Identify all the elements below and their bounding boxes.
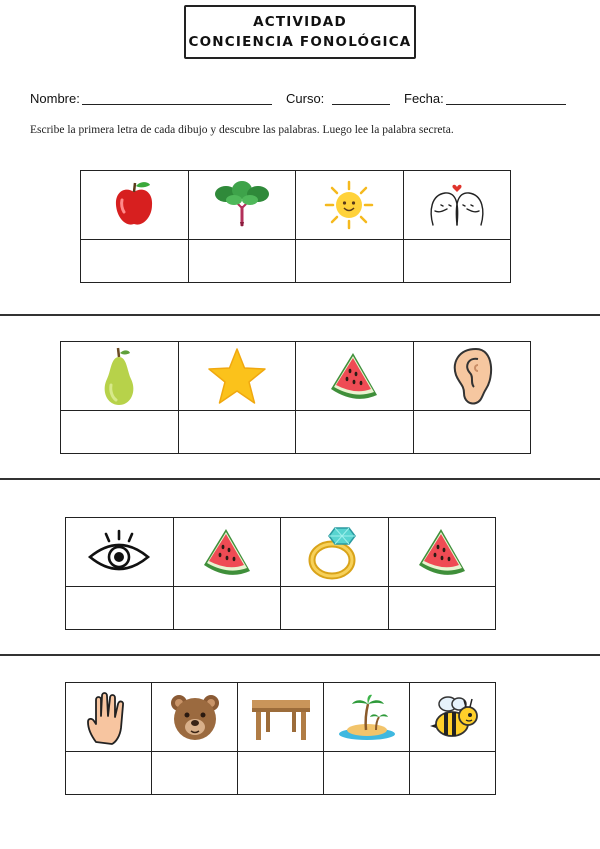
answer-box[interactable] bbox=[388, 587, 496, 630]
picture-cell bbox=[152, 683, 238, 752]
answer-box[interactable] bbox=[81, 240, 189, 283]
picture-cell bbox=[413, 342, 531, 411]
word-table-2 bbox=[60, 341, 531, 454]
picture-cell bbox=[173, 518, 281, 587]
island-icon bbox=[336, 692, 398, 742]
bear-icon bbox=[168, 691, 222, 743]
hugging-friends-icon bbox=[425, 181, 489, 229]
picture-cell bbox=[296, 342, 414, 411]
picture-cell bbox=[188, 171, 296, 240]
answer-box[interactable] bbox=[281, 587, 389, 630]
answer-box[interactable] bbox=[61, 411, 179, 454]
sun-icon bbox=[323, 179, 375, 231]
ear-icon bbox=[448, 345, 496, 407]
title-line-2: CONCIENCIA FONOLÓGICA bbox=[188, 34, 412, 50]
bee-icon bbox=[426, 692, 480, 742]
course-field[interactable] bbox=[332, 104, 390, 105]
answer-box[interactable] bbox=[66, 587, 174, 630]
table-icon bbox=[248, 692, 314, 742]
answer-box[interactable] bbox=[413, 411, 531, 454]
answer-box[interactable] bbox=[324, 752, 410, 795]
answer-box[interactable] bbox=[173, 587, 281, 630]
answer-box[interactable] bbox=[403, 240, 511, 283]
word-table-1 bbox=[80, 170, 511, 283]
picture-cell bbox=[296, 171, 404, 240]
title-box bbox=[184, 5, 416, 59]
instructions-text: Escribe la primera letra de cada dibujo y descubre las palabras. Luego lee la palabra secreta. bbox=[30, 124, 454, 136]
pear-icon bbox=[97, 345, 141, 407]
answer-box[interactable] bbox=[238, 752, 324, 795]
picture-cell bbox=[403, 171, 511, 240]
watermelon-icon bbox=[198, 523, 256, 581]
star-icon bbox=[206, 346, 268, 406]
ring-icon bbox=[305, 522, 363, 582]
picture-cell bbox=[238, 683, 324, 752]
answer-box[interactable] bbox=[152, 752, 238, 795]
name-field[interactable] bbox=[82, 104, 272, 105]
apple-icon bbox=[107, 178, 161, 232]
picture-cell bbox=[388, 518, 496, 587]
title-line-1: ACTIVIDAD bbox=[253, 14, 347, 30]
date-field[interactable] bbox=[446, 104, 566, 105]
eye-icon bbox=[86, 527, 152, 577]
answer-box[interactable] bbox=[188, 240, 296, 283]
picture-cell bbox=[61, 342, 179, 411]
word-table-3 bbox=[65, 517, 496, 630]
answer-box[interactable] bbox=[66, 752, 152, 795]
picture-cell bbox=[66, 683, 152, 752]
answer-box[interactable] bbox=[296, 411, 414, 454]
watermelon-icon bbox=[413, 523, 471, 581]
word-table-4 bbox=[65, 682, 496, 795]
section-divider bbox=[0, 314, 600, 316]
picture-cell bbox=[281, 518, 389, 587]
course-label: Curso: bbox=[286, 91, 325, 106]
section-divider bbox=[0, 478, 600, 480]
hand-icon bbox=[84, 688, 134, 746]
picture-cell bbox=[66, 518, 174, 587]
name-label: Nombre: bbox=[30, 91, 80, 106]
picture-cell bbox=[324, 683, 410, 752]
beet-icon bbox=[212, 178, 272, 232]
answer-box[interactable] bbox=[296, 240, 404, 283]
picture-cell bbox=[178, 342, 296, 411]
picture-cell bbox=[410, 683, 496, 752]
date-label: Fecha: bbox=[404, 91, 444, 106]
watermelon-icon bbox=[325, 347, 383, 405]
answer-box[interactable] bbox=[178, 411, 296, 454]
section-divider bbox=[0, 654, 600, 656]
picture-cell bbox=[81, 171, 189, 240]
answer-box[interactable] bbox=[410, 752, 496, 795]
